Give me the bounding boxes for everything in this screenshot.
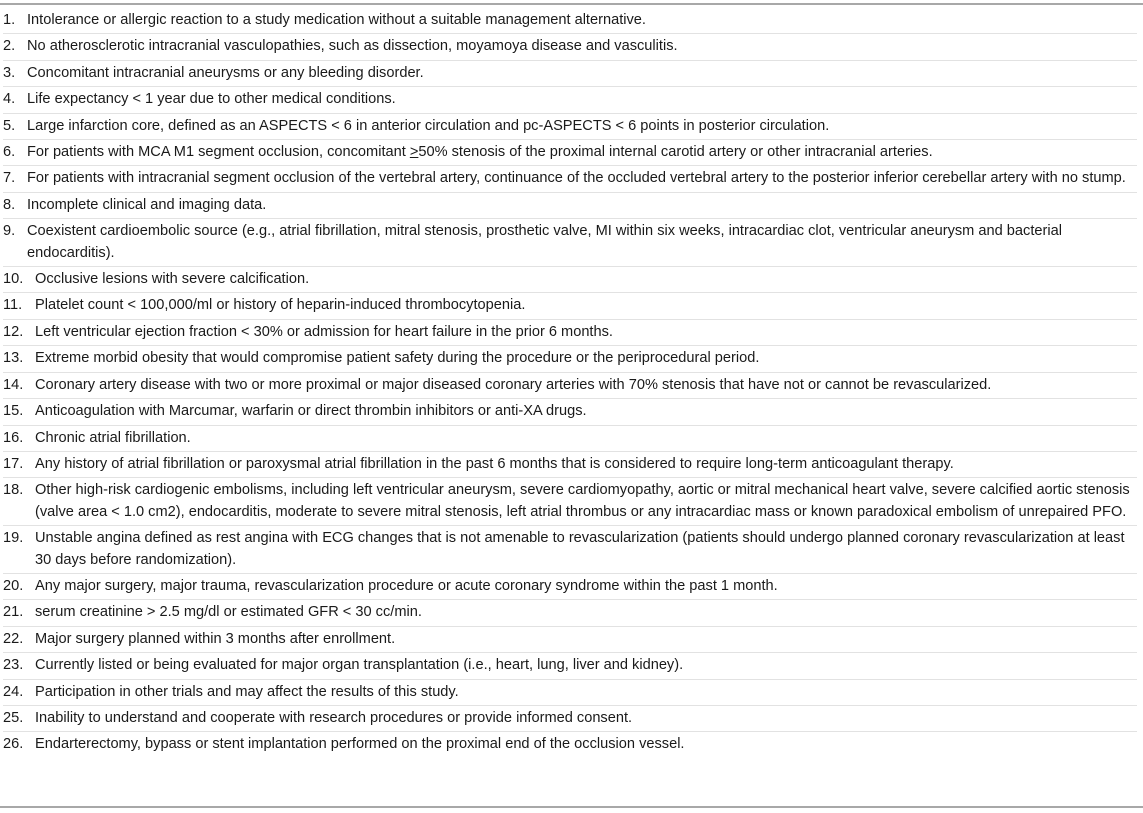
- item-number: 11.: [3, 297, 23, 314]
- item-text-after: 50% stenosis of the proximal internal carotid artery or other intracranial arteries.: [418, 144, 933, 161]
- item-number: 18.: [3, 482, 24, 499]
- criteria-list: [3, 8, 1137, 758]
- item-number: 5.: [3, 117, 16, 134]
- list-item: [3, 219, 1137, 267]
- item-text: Coexistent cardioembolic source (e.g., atrial fibrillation, mitral stenosis, prosthetic valve, MI within six weeks, intracardiac clot, ventricular aneurysm and bacterial endocarditis).: [27, 223, 1062, 261]
- list-item: [3, 732, 1137, 757]
- item-text: Major surgery planned within 3 months after enrollment.: [35, 630, 396, 647]
- item-text: Platelet count < 100,000/ml or history of heparin-induced thrombocytopenia.: [35, 297, 526, 314]
- item-text: Life expectancy < 1 year due to other medical conditions.: [27, 91, 396, 108]
- item-number: 13.: [3, 350, 24, 367]
- item-text: Any history of atrial fibrillation or paroxysmal atrial fibrillation in the past 6 months that is considered to require long-term anticoagulant therapy.: [35, 455, 954, 472]
- item-number: 3.: [3, 64, 16, 81]
- item-text: Occlusive lesions with severe calcification.: [35, 271, 310, 288]
- item-text: Endarterectomy, bypass or stent implantation performed on the proximal end of the occlusion vessel.: [35, 736, 685, 753]
- list-item: [3, 166, 1137, 192]
- list-item: [3, 452, 1137, 478]
- item-number: 15.: [3, 403, 24, 420]
- list-item: [3, 193, 1137, 219]
- item-text: Currently listed or being evaluated for major organ transplantation (i.e., heart, lung, liver and kidney).: [35, 657, 684, 674]
- list-item: [3, 426, 1137, 452]
- item-text-before: For patients with MCA M1 segment occlusion, concomitant: [27, 144, 410, 161]
- item-text: Participation in other trials and may affect the results of this study.: [35, 683, 459, 700]
- item-text: Large infarction core, defined as an ASPECTS < 6 in anterior circulation and pc-ASPECTS < 6 points in posterior circulation.: [27, 117, 830, 134]
- item-number: 7.: [3, 170, 16, 187]
- list-item: [3, 574, 1137, 600]
- top-rule: [0, 3, 1143, 5]
- item-text: Unstable angina defined as rest angina with ECG changes that is not amenable to revascularization (patients should undergo planned coronary revascularization at least 30 days before randomization).: [35, 530, 1125, 568]
- item-text: For patients with intracranial segment occlusion of the vertebral artery, continuance of the occluded vertebral artery to the posterior inferior cerebellar artery with no stump.: [27, 170, 1126, 187]
- item-number: 16.: [3, 429, 24, 446]
- item-text: Coronary artery disease with two or more proximal or major diseased coronary arteries with 70% stenosis that have not or cannot be revascularized.: [35, 376, 992, 393]
- item-number: 22.: [3, 630, 24, 647]
- item-number: 10.: [3, 271, 24, 288]
- item-text: Concomitant intracranial aneurysms or any bleeding disorder.: [27, 64, 424, 81]
- item-number: 20.: [3, 577, 24, 594]
- list-item: [3, 114, 1137, 140]
- item-number: 9.: [3, 223, 16, 240]
- item-text: Inability to understand and cooperate with research procedures or provide informed consent.: [35, 709, 633, 726]
- bottom-rule: [0, 806, 1143, 808]
- item-text: Incomplete clinical and imaging data.: [27, 196, 267, 213]
- item-text: No atherosclerotic intracranial vasculopathies, such as dissection, moyamoya disease and vasculitis.: [27, 38, 678, 55]
- item-number: 8.: [3, 196, 16, 213]
- item-text: Anticoagulation with Marcumar, warfarin or direct thrombin inhibitors or anti-XA drugs.: [35, 403, 587, 420]
- list-item: [3, 293, 1137, 319]
- item-number: 4.: [3, 91, 16, 108]
- item-number: 19.: [3, 530, 24, 547]
- list-item: [3, 627, 1137, 653]
- item-number: 23.: [3, 657, 24, 674]
- item-number: 24.: [3, 683, 24, 700]
- list-item: [3, 346, 1137, 372]
- item-text: Intolerance or allergic reaction to a study medication without a suitable management alternative.: [27, 12, 646, 28]
- list-item: [3, 373, 1137, 399]
- list-item: [3, 267, 1137, 293]
- item-number: 1.: [3, 12, 16, 28]
- item-text: Chronic atrial fibrillation.: [35, 429, 191, 446]
- list-item: [3, 140, 1137, 166]
- list-item: [3, 600, 1137, 626]
- list-item: [3, 34, 1137, 60]
- item-text: Other high-risk cardiogenic embolisms, including left ventricular aneurysm, severe cardiomyopathy, aortic or mitral mechanical heart valve, severe calcified aortic stenosis (valve area < 1.0 cm2), endocarditis, moderate to severe mitral stenosis, left atrial thrombus or any intracardiac mass or known paradoxical embolism of unrepaired PFO.: [35, 482, 1130, 520]
- item-number: 25.: [3, 709, 24, 726]
- list-item: [3, 478, 1137, 526]
- list-item: [3, 8, 1137, 34]
- list-item: [3, 653, 1137, 679]
- item-text: serum creatinine > 2.5 mg/dl or estimated GFR < 30 cc/min.: [35, 604, 422, 621]
- item-text: Extreme morbid obesity that would compromise patient safety during the procedure or the periprocedural period.: [35, 350, 760, 367]
- list-item: [3, 320, 1137, 346]
- item-number: 12.: [3, 323, 24, 340]
- list-item: [3, 61, 1137, 87]
- item-text: Left ventricular ejection fraction < 30% or admission for heart failure in the prior 6 months.: [35, 323, 613, 340]
- list-item: [3, 680, 1137, 706]
- item-number: 17.: [3, 455, 24, 472]
- item-text: Any major surgery, major trauma, revascularization procedure or acute coronary syndrome within the past 1 month.: [35, 577, 778, 594]
- list-item: [3, 399, 1137, 425]
- item-number: 2.: [3, 38, 16, 55]
- list-item: [3, 87, 1137, 113]
- item-number: 26.: [3, 736, 24, 753]
- item-number: 21.: [3, 604, 24, 621]
- list-item: [3, 706, 1137, 732]
- list-item: [3, 526, 1137, 574]
- item-number: 6.: [3, 144, 16, 161]
- item-number: 14.: [3, 376, 24, 393]
- greater-equal-mark: >: [409, 144, 419, 161]
